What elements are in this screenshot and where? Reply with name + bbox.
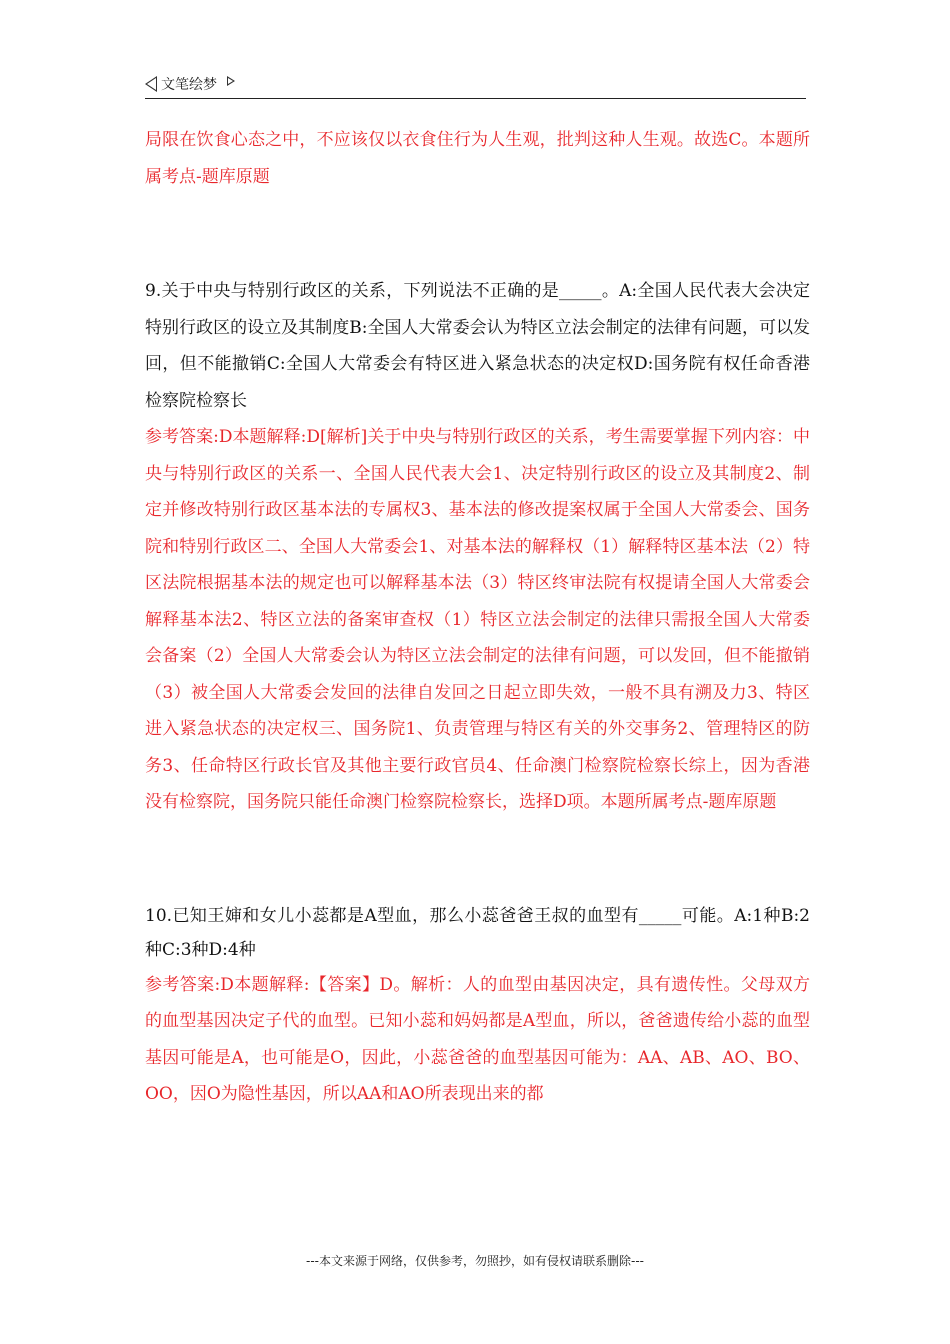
answer-q10: 参考答案:D本题解释:【答案】D。解析：人的血型由基因决定，具有遗传性。父母双方的血型基因决定子代的血型。已知小蕊和妈妈都是A型血，所以，爸爸遗传给小蕊的血型基因可能是A，也可能是O，因此，小蕊爸爸的血型基因可能为：AA、AB、AO、BO、OO，因O为隐性基因，所以AA和AO所表现出来的都: [145, 974, 810, 1104]
answer-tail-q8: 局限在饮食心态之中，不应该仅以衣食住行为人生观，批判这种人生观。故选C。本题所属考点-题库原题: [145, 130, 810, 187]
answer-q9: 参考答案:D本题解释:D[解析]关于中央与特别行政区的关系，考生需要掌握下列内容：中央与特别行政区的关系一、全国人民代表大会1、决定特别行政区的设立及其制度2、制定并修改特别行政区基本法的专属权3、基本法的修改提案权属于全国人大常委会、国务院和特别行政区二、全国人大常委会1、对基本法的解释权（1）解释特区基本法（2）特区法院根据基本法的规定也可以解释基本法（3）特区终审法院有权提请全国人大常委会解释基本法2、特区立法的备案审查权（1）特区立法会制定的法律只需报全国人大常委会备案（2）全国人大常委会认为特区立法会制定的法律有问题，可以发回，但不能撤销（3）被全国人大常委会发回的法律自发回之日起立即失效，一般不具有溯及力3、特区进入紧急状态的决定权三、国务院1、负责管理与特区有关的外交事务2、管理特区的防务3、任命特区行政长官及其他主要行政官员4、任命澳门检察院检察长综上，因为香港没有检察院，国务院只能任命澳门检察院检察长，选择D项。本题所属考点-题库原题: [145, 427, 810, 812]
footer-disclaimer: ---本文来源于网络，仅供参考，勿照抄，如有侵权请联系删除---: [306, 1254, 644, 1268]
question-10: 10.已知王婶和女儿小蕊都是A型血，那么小蕊爸爸王叔的血型有_____可能。A:1种B:2种C:3种D:4种: [145, 905, 810, 960]
spacer: [145, 821, 810, 899]
spacer: [145, 195, 810, 273]
brand-name: 文笔绘梦: [161, 77, 217, 93]
document-body: [145, 122, 810, 1113]
right-triangle-icon: [227, 76, 235, 86]
left-triangle-icon: [145, 76, 157, 92]
brand: [145, 74, 235, 94]
question-9: 9.关于中央与特别行政区的关系，下列说法不正确的是_____。A:全国人民代表大会决定特别行政区的设立及其制度B:全国人大常委会认为特区立法会制定的法律有问题，可以发回，但不能撤销C:全国人大常委会有特区进入紧急状态的决定权D:国务院有权任命香港检察院检察长: [145, 281, 810, 411]
page-header: [145, 68, 806, 99]
